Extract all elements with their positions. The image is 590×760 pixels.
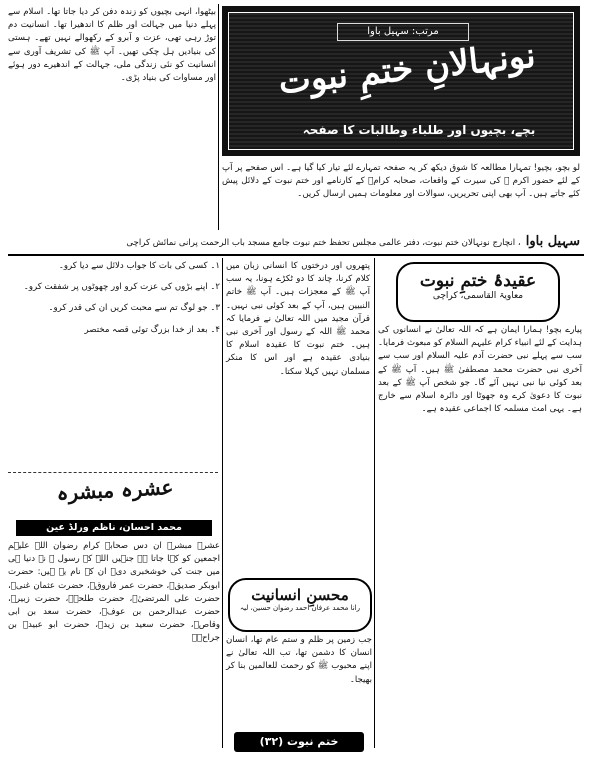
- left-top-paragraph: بیٹھوا، انہی بچیوں کو زندہ دفن کر دیا جاتا تھا۔ اسلام سے پہلے دنیا میں جہالت اور ظلم کا اندھیرا تھا۔ انسانیت دم توڑ رہی تھی، عزت و آبرو کے رکھوالے نہیں تھے۔ ہستی کی بنیادیں ہل چکی تھیں۔ آپ ﷺ کی تشریف آوری سے انسانیت کو نئی زندگی ملی، جہالت کے اندھیرے دور ہوئے اور مساوات کی بنیاد پڑی۔: [8, 7, 216, 84]
- page-banner: [222, 6, 580, 156]
- middle-paragraph: پتھروں اور درختوں کا انسانی زبان میں کلام کرنا، چاند کا دو ٹکڑے ہونا، یہ سب آپ ﷺ کے معجزات ہیں۔ آپ ﷺ خاتم النبیین ہیں، آپ کے بعد کوئی نبی نہیں۔ قرآن مجید میں اللہ تعالیٰ نے فرمایا کہ محمد ﷺ اللہ کے رسول اور آخری نبی ہیں۔ ختم نبوت کا عقیدہ اسلام کا بنیادی عقیدہ ہے اور اس کا منکر مسلمان نہیں کہلا سکتا۔: [226, 261, 370, 377]
- mohsin-column: [226, 634, 372, 720]
- column-divider: [218, 4, 219, 230]
- intro-paragraph: لو بچو، بچیو! تمہارا مطالعہ کا شوق دیکھ کر یہ صفحہ تمہارے لئے تیار کیا گیا ہے۔ اس صفحے پر آپ کے لئے حضور اکرم ﷺ کی سیرت کے واقعات، صحابہ کرامؓ کے کارنامے اور ختم نبوت کے دلائل پیش کئے جاتے ہیں۔ آپ بھی اپنی تحریریں، سوالات اور معلومات ہمیں ارسال کریں۔: [222, 163, 580, 200]
- credit-line: سہیل باوا ، انچارج نونہالان ختم نبوت، دفتر عالمی مجلس تحفظ ختم نبوت جامع مسجد باب الرحمت پرانی نمائش کراچی: [126, 234, 580, 249]
- banner-title: نونہالانِ ختمِ نبوت: [276, 35, 538, 103]
- column-divider: [222, 258, 223, 748]
- page-footer: [234, 732, 364, 752]
- ashra-author-bar: محمد احسان، ناظم ورلڈ عین: [16, 520, 212, 536]
- middle-column: [226, 260, 370, 568]
- ashra-heading: [30, 474, 200, 522]
- mohsin-paragraph: جب زمین پر ظلم و ستم عام تھا، انسان انسان کا دشمن تھا، تب اللہ تعالیٰ نے اپنے محبوب ﷺ کو رحمت للعالمین بنا کر بھیجا۔: [226, 635, 372, 685]
- credit-text: انچارج نونہالان ختم نبوت، دفتر عالمی مجلس تحفظ ختم نبوت جامع مسجد باب الرحمت پرانی نمائش کراچی: [126, 238, 516, 248]
- section-separator: [8, 472, 218, 473]
- ashra-title: عشرہ مبشرہ: [56, 474, 174, 506]
- ashra-paragraph: عشرہ مبشرہ ان دس صحابہ کرام رضوان اللہ علیہم اجمعین کو کہا جاتا ہے جنہیں اللہ کے رسول ﷺ نے دنیا ہی میں جنت کی خوشخبری دی۔ ان کے نام یہ ہیں: حضرت ابوبکر صدیقؓ، حضرت عمر فاروقؓ، حضرت عثمان غنیؓ، حضرت علی المرتضیٰؓ، حضرت طلحہؓ، حضرت زبیرؓ، حضرت عبدالرحمن بن عوفؓ، حضرت سعد بن ابی وقاصؓ، حضرت سعید بن زیدؓ، حضرت ابو عبیدہ بن جراحؓ۔: [8, 541, 220, 644]
- intro-block: [222, 162, 580, 230]
- banner-compiler: مرتب: سہیل باوا: [337, 23, 469, 41]
- credit-name: سہیل باوا: [525, 234, 580, 249]
- banner-frame: [228, 12, 574, 150]
- ashra-column: [8, 540, 220, 752]
- column-divider: [374, 258, 375, 748]
- advice-item: ۳۔ جو لوگ تم سے محبت کریں ان کی قدر کرو۔: [48, 303, 220, 314]
- advice-item: ۱۔ کسی کی بات کا جواب دلائل سے دیا کرو۔: [58, 261, 220, 271]
- aqeeda-column: [378, 324, 582, 754]
- advice-item: ۲۔ اپنے بڑوں کی عزت کرو اور چھوٹوں پر شفقت کرو۔: [23, 282, 220, 293]
- banner-subtitle: بچے، بچیوں اور طلباء وطالبات کا صفحہ: [302, 123, 536, 137]
- aqeeda-title: عقیدۂ ختمِ نبوت: [419, 271, 537, 291]
- mohsin-title: محسنِ انسانیت: [251, 586, 349, 604]
- footer-label: ختم نبوت: [286, 735, 339, 748]
- aqeeda-author: معاویۃ القاسمی، کراچی: [432, 291, 524, 301]
- aqeeda-heading-box: [396, 262, 560, 322]
- advice-item: ۴۔ بعد از خدا بزرگ توئی قصہ مختصر: [84, 324, 220, 335]
- footer-page-number: (۳۲): [259, 735, 284, 748]
- mohsin-author: رانا محمد عرفان احمد رضوان حسین، لیہ: [239, 604, 361, 612]
- advice-list: [8, 260, 220, 470]
- credit-underline: [8, 254, 584, 256]
- aqeeda-paragraph: پیارے بچو! ہمارا ایمان ہے کہ اللہ تعالیٰ نے انسانوں کی ہدایت کے لئے انبیاء کرام علیہم السلام کو مبعوث فرمایا۔ سب سے پہلے نبی حضرت آدم علیہ السلام اور سب سے آخری نبی حضرت محمد مصطفیٰ ﷺ ہیں۔ آپ ﷺ کے بعد کوئی نیا نبی نہیں آئے گا۔ جو شخص آپ ﷺ کے بعد نبوت کا دعویٰ کرے وہ جھوٹا اور دائرہ اسلام سے خارج ہے۔ یہی امت مسلمہ کا اجماعی عقیدہ ہے۔: [378, 325, 582, 415]
- mohsin-heading-box: [228, 578, 372, 632]
- intro-left-column: [8, 6, 216, 228]
